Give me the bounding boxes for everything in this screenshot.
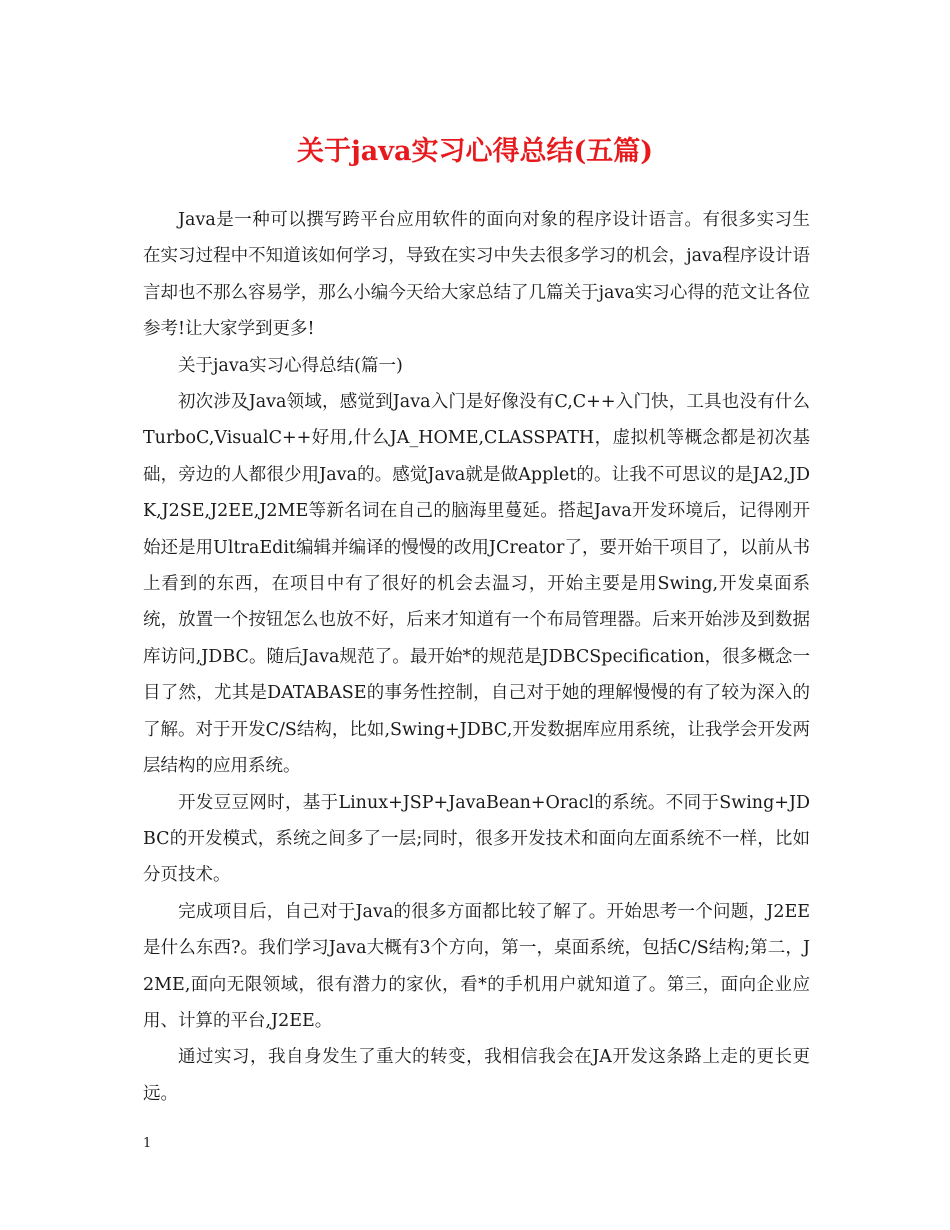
paragraph: 开发豆豆网时，基于Linux+JSP+JavaBean+Oracl的系统。不同于Swing+JDBC的开发模式，系统之间多了一层;同时，很多开发技术和面向左面系统不一样，比如分页技术。 xyxy=(143,792,810,886)
paragraph: 初次涉及Java领域，感觉到Java入门是好像没有C,C++入门快，工具也没有什么TurboC,VisualC++好用,什么JA_HOME,CLASSPATH，虚拟机等概念都是初次基础，旁边的人都很少用Java的。感觉Java就是做Applet的。让我不可思议的是JA2,JDK,J2SE,J2EE,J2ME等新名词在自己的脑海里蔓延。搭起Java开发环境后，记得刚开始还是用UltraEdit编辑并编译的慢慢的改用JCreator了，要开始干项目了，以前从书上看到的东西，在项目中有了很好的机会去温习，开始主要是用Swing,开发桌面系统，放置一个按钮怎么也放不好，后来才知道有一个布局管理器。后来开始涉及到数据库访问,JDBC。随后Java规范了。最开始*的规范是JDBCSpecification，很多概念一目了然，尤其是DATABASE的事务性控制，自己对于她的理解慢慢的有了较为深入的了解。对于开发C/S结构，比如,Swing+JDBC,开发数据库应用系统，让我学会开发两层结构的应用系统。 xyxy=(143,392,810,777)
paragraph-intro: Java是一种可以撰写跨平台应用软件的面向对象的程序设计语言。有很多实习生在实习过程中不知道该如何学习，导致在实习中失去很多学习的机会，java程序设计语言却也不那么容易学，那么小编今天给大家总结了几篇关于java实习心得的范文让各位参考!让大家学到更多! xyxy=(143,210,810,340)
paragraph: 通过实习，我自身发生了重大的转变，我相信我会在JA开发这条路上走的更长更远。 xyxy=(143,1047,810,1104)
page-number: 1 xyxy=(143,1136,152,1151)
section-heading: 关于java实习心得总结(篇一) xyxy=(178,355,403,376)
document-title: 关于java实习心得总结(五篇) xyxy=(297,136,653,167)
document-body xyxy=(143,202,810,1112)
paragraph: 完成项目后，自己对于Java的很多方面都比较了解了。开始思考一个问题，J2EE是什么东西?。我们学习Java大概有3个方向，第一，桌面系统，包括C/S结构;第二，J2ME,面向无限领域，很有潜力的家伙，看*的手机用户就知道了。第三，面向企业应用、计算的平台,J2EE。 xyxy=(143,901,810,1031)
